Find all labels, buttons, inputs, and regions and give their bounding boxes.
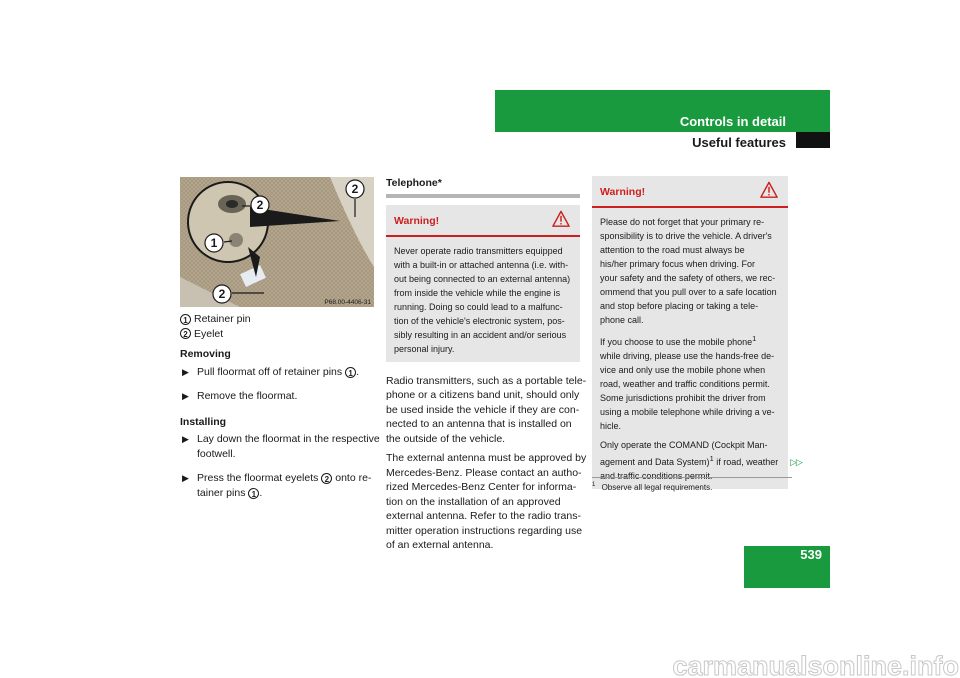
- page-number: 539: [800, 547, 822, 562]
- callout-2-inset-label: 2: [256, 198, 264, 212]
- floormat-figure: [180, 177, 374, 307]
- legend-text: Retainer pin: [194, 313, 251, 325]
- figure-code: P68.00-4406-31: [324, 299, 371, 306]
- floormat-illustration: [180, 177, 374, 307]
- driver-warning-section: [592, 176, 788, 489]
- warning-header: [386, 205, 580, 237]
- installing-step-1: ▶ Lay down the floormat in the respective footwell.: [182, 433, 380, 460]
- installing-heading: Installing: [180, 415, 227, 428]
- paragraph: The external antenna must be approved by Mercedes-Benz. Please contact an autho- rized Mercedes-Benz Center for informa- tion on the installation of an approved external antenna. Refer to the radio trans- mitter operation instructions regarding use of an external antenna.: [386, 452, 587, 551]
- removing-heading: Removing: [180, 348, 231, 360]
- warning-body: [592, 208, 788, 483]
- warning-triangle-icon: [552, 210, 570, 228]
- footnote-ref: 1: [752, 334, 757, 343]
- installing-step-2: ▶ Press the floormat eyelets 2 onto re- tainer pins 1 .: [182, 472, 372, 499]
- section-title: Useful features: [692, 135, 786, 150]
- footnote-text: Observe all legal requirements.: [601, 482, 713, 492]
- warning-box-radio: [386, 205, 580, 362]
- callout-2-bottom-label: 2: [218, 287, 226, 301]
- legend-text: Eyelet: [194, 327, 224, 340]
- callout-2-bottom: [213, 285, 231, 303]
- telephone-heading: Telephone*: [386, 176, 580, 198]
- chapter-title: Controls in detail: [679, 114, 786, 129]
- watermark-text: carmanualsonline.info: [672, 651, 959, 678]
- warning-body: Never operate radio transmitters equipped with a built-in or attached antenna (i.e. with- out being connected to an external antenna) from inside the vehicle while the engine is running. Doing so could lead to a malfunc- tion of the vehicle's electronic system, pos- sibly resulting in an accident and/or serious personal injury.: [394, 245, 571, 354]
- watermark: [0, 648, 960, 678]
- ref-number: 1: [345, 367, 356, 378]
- legend-item-retainer-pin: [180, 312, 375, 327]
- ref-number: 1: [248, 488, 259, 499]
- bullet-triangle-icon: ▶: [182, 366, 189, 377]
- bullet-triangle-icon: ▶: [182, 434, 189, 444]
- telephone-section: [386, 176, 587, 558]
- warning-title: Warning!: [600, 186, 646, 198]
- paragraph: Please do not forget that your primary re- sponsibility is to drive the vehicle. A driver's attention to the road must always be his/her primary focus when driving. For your safety and the safety of others, we rec- ommend that you pull over to a safe location and stop before placing or taking a tele- phone call.: [600, 217, 777, 325]
- callout-1: [205, 234, 223, 252]
- continue-arrows-icon: ▷▷: [790, 457, 802, 467]
- warning-triangle-icon: [760, 181, 778, 199]
- callout-2-top-label: 2: [351, 182, 359, 196]
- warning-title: Warning!: [394, 214, 440, 227]
- ref-number: 2: [321, 473, 332, 484]
- footnote-marker: 1: [592, 482, 596, 488]
- removing-step-1: ▶ Pull floormat off of retainer pins 1 .: [182, 365, 359, 378]
- paragraph: Only operate the COMAND (Cockpit Man- agement and Data System)$^1$ if road, weather and traffic conditions permit.: [600, 440, 779, 481]
- bullet-triangle-icon: ▶: [182, 391, 189, 401]
- warning-box-driving: [592, 176, 788, 489]
- telephone-body: [386, 374, 587, 553]
- footnote-ref: 1: [709, 454, 714, 463]
- section-tab-marker: [796, 132, 830, 148]
- footnote: [592, 477, 792, 493]
- bullet-triangle-icon: ▶: [182, 473, 189, 483]
- paragraph: Radio transmitters, such as a portable tele- phone or a citizens band unit, should only be used inside the vehicle if they are con- nected to an antenna that is installed on the outside of the vehicle.: [386, 374, 587, 445]
- legend-item-eyelet: [180, 327, 375, 342]
- legend-number: 2: [180, 328, 191, 339]
- callout-1-label: 1: [210, 236, 218, 250]
- warning-header: [592, 176, 788, 208]
- callout-2-inset: [251, 196, 269, 214]
- paragraph: If you choose to use the mobile phone$^1$ while driving, please use the hands-free de- vice and only use the mobile phone when road, weather and traffic conditions permit. Some jurisdictions prohibit the driver from using a mobile telephone while driving a ve- hicle.: [600, 334, 775, 431]
- floormat-instructions: [180, 312, 380, 500]
- removing-step-2: ▶ Remove the floormat.: [182, 390, 298, 402]
- legend-number: 1: [180, 314, 191, 325]
- callout-2-top: [346, 180, 364, 198]
